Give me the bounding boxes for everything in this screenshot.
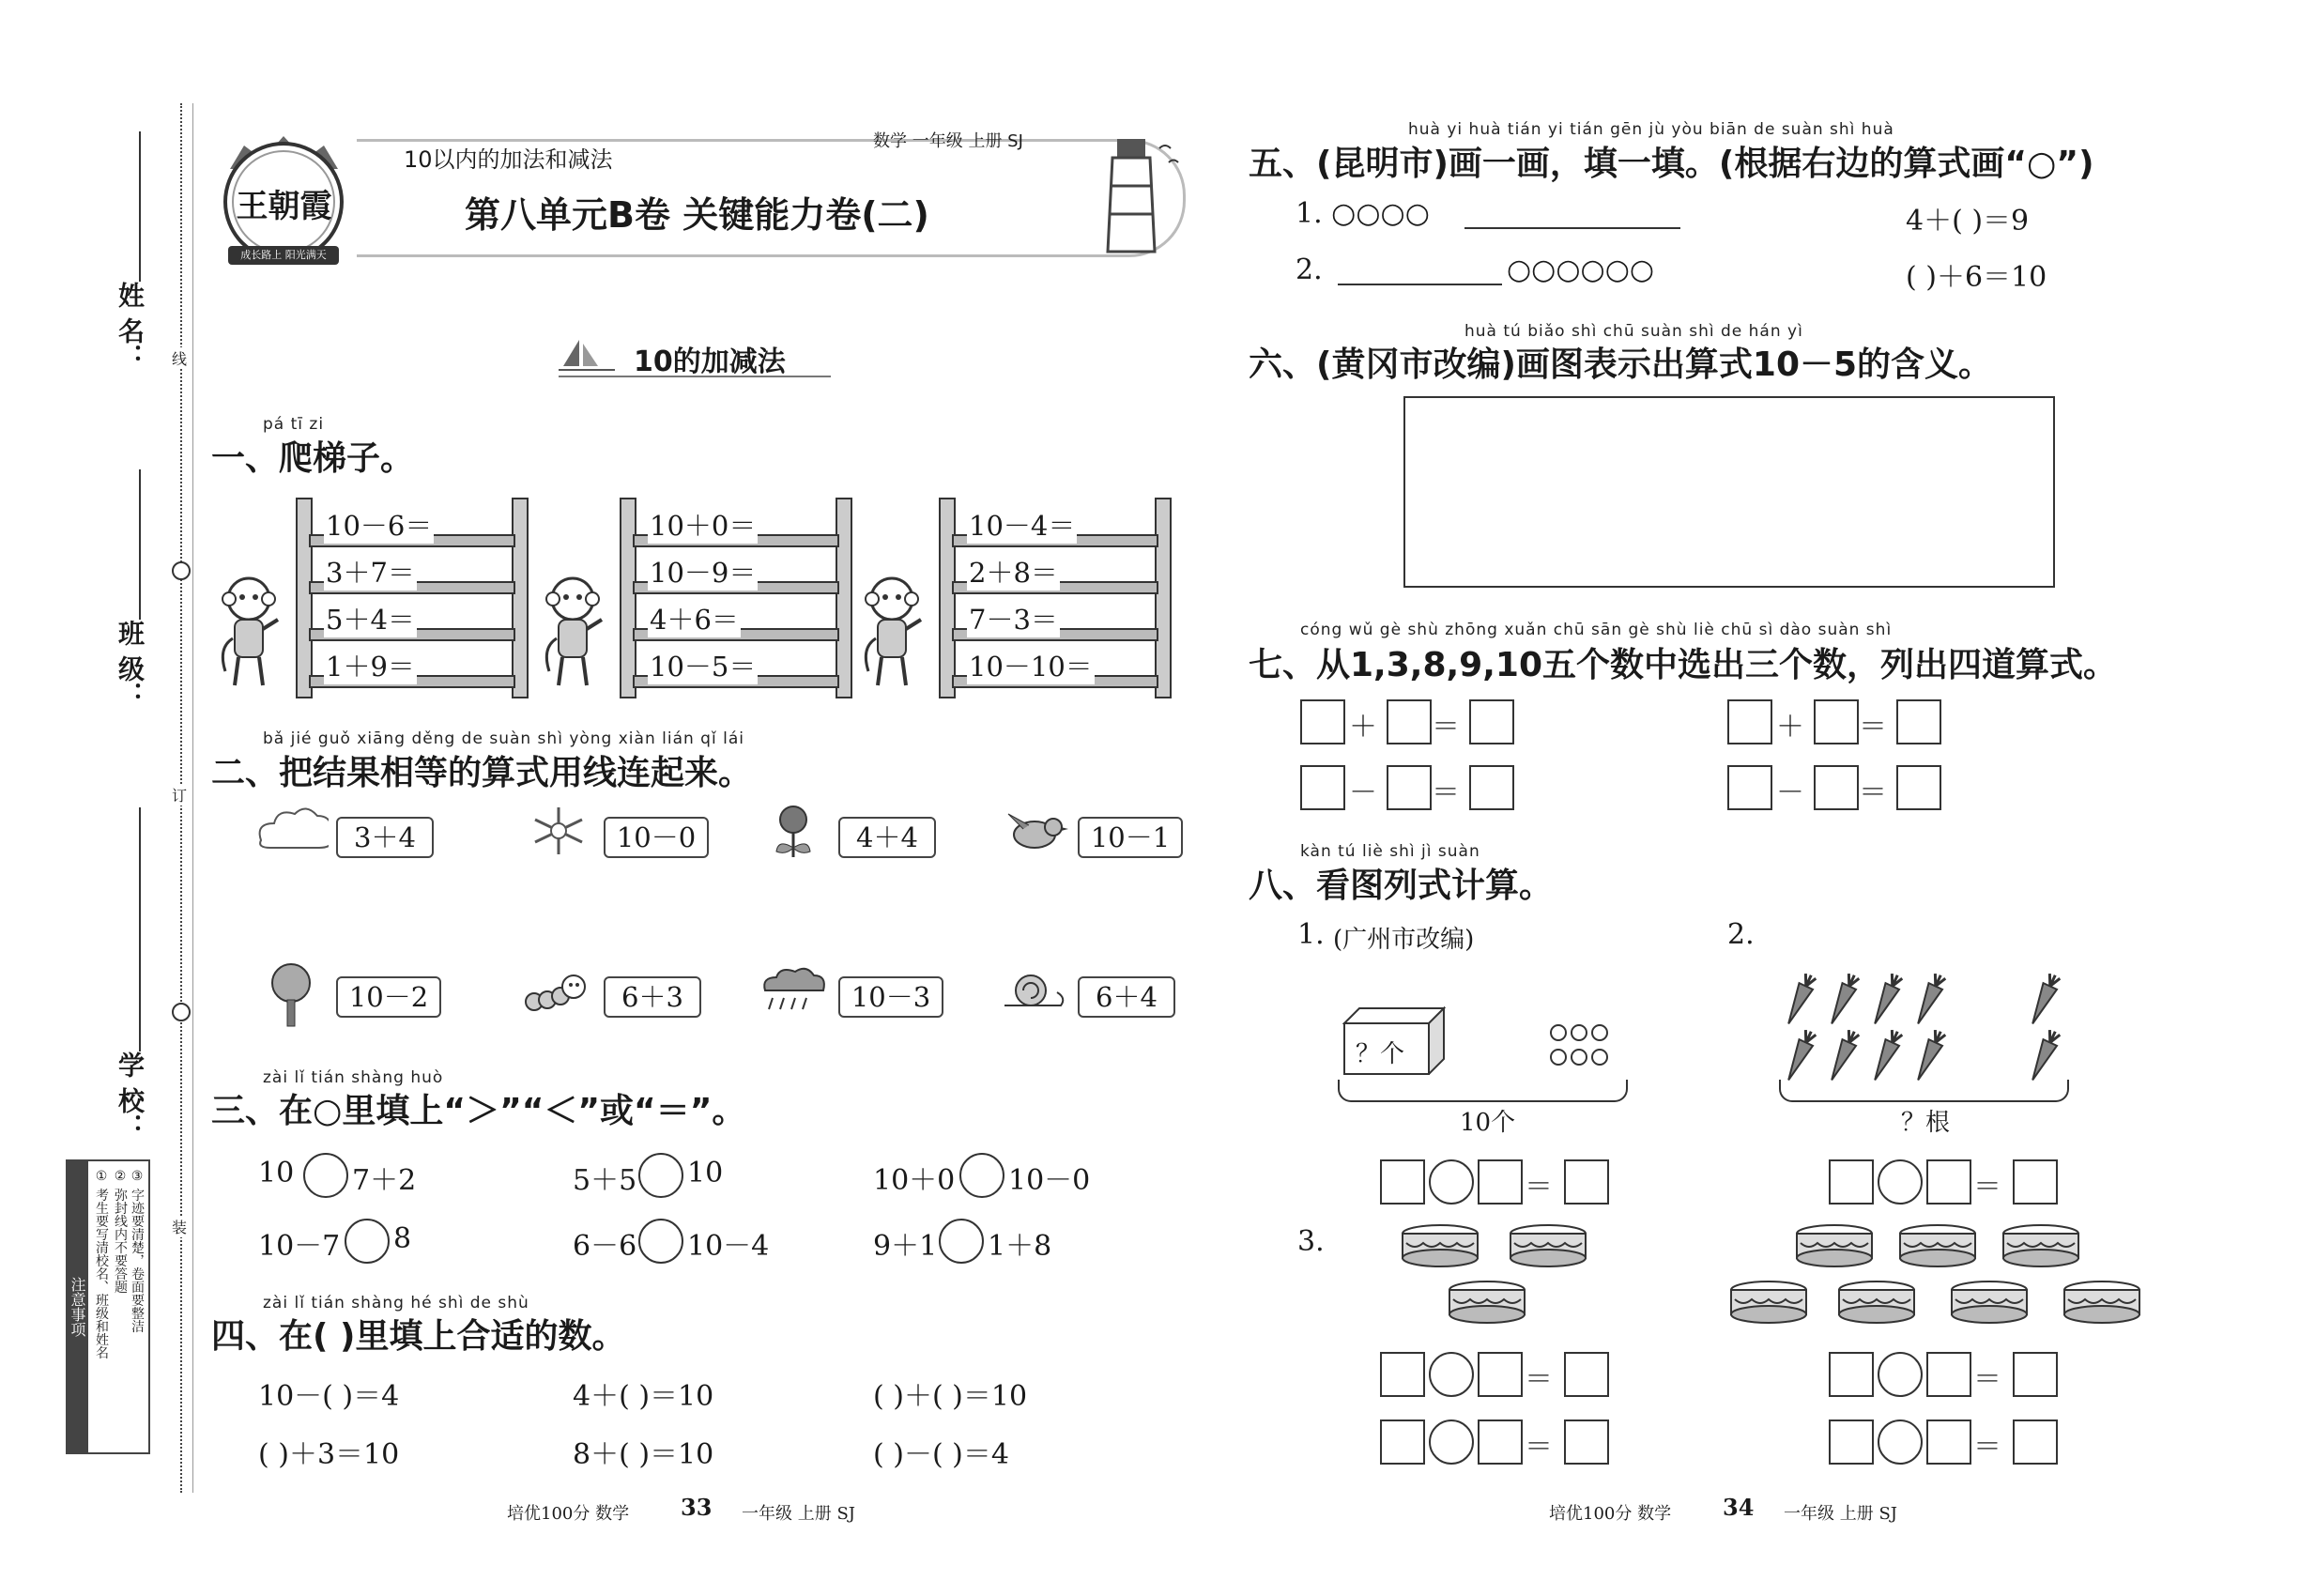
mark-line: 线 <box>172 347 187 369</box>
compare-left: 9＋1 <box>873 1230 938 1263</box>
cake-icon <box>2000 1222 2084 1269</box>
ladder-equation[interactable]: 10－9＝ <box>648 552 758 591</box>
q4-title: 四、在( )里填上合适的数。 <box>211 1317 626 1356</box>
snail-icon <box>995 962 1070 1028</box>
cake-icon <box>1793 1222 1878 1269</box>
answer-box[interactable] <box>1380 1420 1425 1465</box>
answer-box[interactable] <box>1564 1159 1609 1205</box>
q8-p1-total: 10个 <box>1460 1109 1516 1137</box>
tree-icon <box>253 962 329 1028</box>
notes-title: 注意事项 <box>68 1161 88 1452</box>
ladder-equation[interactable]: 10＋0＝ <box>648 505 758 544</box>
seal-line-inner <box>192 103 193 1493</box>
match-expression[interactable]: 4＋4 <box>838 817 936 858</box>
school-label: 学 校： <box>115 1051 146 1140</box>
answer-box[interactable] <box>1387 699 1432 744</box>
cake-icon <box>1507 1222 1591 1269</box>
cake-icon <box>1835 1279 1920 1326</box>
sailboat-icon <box>559 338 615 376</box>
q4-pinyin: zài lǐ tián shàng hé shì de shù <box>263 1294 529 1312</box>
name-field[interactable] <box>139 131 141 282</box>
q8-p2-total: ？根 <box>1901 1109 1951 1137</box>
answer-box[interactable] <box>2013 1420 2058 1465</box>
answer-box[interactable] <box>1469 699 1514 744</box>
carrot-icon <box>1779 972 1820 1028</box>
carrot-icon <box>2023 972 2064 1028</box>
q5-pinyin: huà yi huà tián yi tián gēn jù yòu biān de suàn shì huà <box>1408 120 1894 139</box>
operator: ＋ <box>1776 711 1804 744</box>
cake-icon <box>1446 1279 1530 1326</box>
answer-box[interactable] <box>1469 765 1514 810</box>
answer-box[interactable] <box>2013 1352 2058 1397</box>
operator-circle[interactable] <box>1878 1352 1923 1397</box>
note-2: ② 弥封线内不要答题 <box>113 1169 128 1294</box>
book-meta: 数学 一年级 上册 SJ <box>873 131 1023 151</box>
q8-pinyin: kàn tú liè shì jì suàn <box>1300 842 1480 861</box>
answer-box[interactable] <box>1564 1420 1609 1465</box>
equals-sign: ＝ <box>1525 1171 1553 1204</box>
equals-sign: ＝ <box>1525 1431 1553 1464</box>
answer-box[interactable] <box>1829 1159 1874 1205</box>
answer-box[interactable] <box>1727 699 1772 744</box>
equals-sign: ＝ <box>1973 1363 2001 1396</box>
ladder-equation[interactable]: 4＋6＝ <box>648 599 741 637</box>
answer-box[interactable] <box>1829 1352 1874 1397</box>
answer-box[interactable] <box>1814 699 1859 744</box>
ladder-equation[interactable]: 10－5＝ <box>648 646 758 684</box>
cloud-icon <box>253 803 329 868</box>
q8-p1-source: (广州市改编) <box>1333 926 1475 954</box>
answer-box[interactable] <box>1478 1420 1523 1465</box>
section-title: 10的加减法 <box>634 345 786 378</box>
match-expression[interactable]: 10－3 <box>838 976 943 1018</box>
brace-2 <box>1779 1080 2069 1102</box>
ladder-equation[interactable]: 3＋7＝ <box>324 552 417 591</box>
compare-circle[interactable] <box>638 1153 683 1198</box>
q4-item[interactable]: ( )＋3＝10 <box>258 1438 400 1471</box>
compare-left: 10＋0 <box>873 1164 956 1197</box>
q3-title: 三、在○里填上“＞”“＜”或“＝”。 <box>211 1092 746 1130</box>
q1-pinyin: pá tī zi <box>263 415 325 434</box>
match-expression[interactable]: 10－0 <box>604 817 709 858</box>
answer-box[interactable] <box>1564 1352 1609 1397</box>
ladder-equation[interactable]: 2＋8＝ <box>967 552 1060 591</box>
equals-sign: ＝ <box>1973 1171 2001 1204</box>
logo-text: 王朝霞 <box>236 188 332 225</box>
paper-title: 第八单元B卷 关键能力卷(二) <box>465 194 929 236</box>
ladder-equation[interactable]: 1＋9＝ <box>324 646 417 684</box>
q3-pinyin: zài lǐ tián shàng huò <box>263 1068 444 1087</box>
operator: ＋ <box>1349 711 1377 744</box>
compare-circle[interactable] <box>345 1219 390 1264</box>
equals-sign: ＝ <box>1859 776 1887 809</box>
carrot-icon <box>1909 1028 1950 1084</box>
compare-right: 10－4 <box>687 1230 770 1263</box>
ladder <box>859 493 1178 699</box>
snowflake-icon <box>521 803 596 868</box>
q2-pinyin: bǎ jié guǒ xiāng děng de suàn shì yòng xiàn lián qǐ lái <box>263 729 744 748</box>
cake-icon <box>1399 1222 1483 1269</box>
equals-sign: ＝ <box>1432 711 1460 744</box>
ladder-equation[interactable]: 5＋4＝ <box>324 599 417 637</box>
q5-row2-left: 2. <box>1296 253 1323 286</box>
carrot-icon <box>1779 1028 1820 1084</box>
footer-right-rest: 一年级 上册 SJ <box>1784 1504 1897 1524</box>
compare-right: 10 <box>687 1157 724 1189</box>
match-expression[interactable]: 10－1 <box>1078 817 1183 858</box>
operator-circle[interactable] <box>1878 1420 1923 1465</box>
q7-pinyin: cóng wǔ gè shù zhōng xuǎn chū sān gè shù liè chū sì dào suàn shì <box>1300 621 1893 639</box>
carrot-icon <box>1822 972 1863 1028</box>
match-expression[interactable]: 10－2 <box>336 976 441 1018</box>
compare-left: 10－7 <box>258 1230 341 1263</box>
flower-icon <box>756 803 831 868</box>
answer-box[interactable] <box>1478 1159 1523 1205</box>
carrot-icon <box>1909 972 1950 1028</box>
binding-hole <box>172 561 191 580</box>
operator-circle[interactable] <box>1429 1420 1474 1465</box>
compare-circle[interactable] <box>638 1219 683 1264</box>
ladder <box>216 493 535 699</box>
q6-title: 六、(黄冈市改编)画图表示出算式10－5的含义。 <box>1249 345 1993 384</box>
monkey-icon <box>540 573 606 695</box>
lighthouse-icon <box>1080 130 1183 261</box>
ladder-equation[interactable]: 7－3＝ <box>967 599 1060 637</box>
school-field[interactable] <box>139 807 141 1051</box>
note-1: ① 考生要写清校名、班级和姓名 <box>94 1169 109 1359</box>
q8-p3-label: 3. <box>1297 1225 1325 1258</box>
answer-box[interactable] <box>1300 699 1345 744</box>
answer-box[interactable] <box>1896 765 1941 810</box>
page-number: 34 <box>1723 1494 1755 1521</box>
ladder-equation[interactable]: 10－4＝ <box>967 505 1077 544</box>
q5-row1-right[interactable]: 4＋( )＝9 <box>1906 205 2030 238</box>
answer-box[interactable] <box>1829 1420 1874 1465</box>
q5-row1-left: 1. ○○○○ <box>1296 197 1430 230</box>
footer-left-rest: 一年级 上册 SJ <box>742 1504 855 1524</box>
circles-group-icon <box>1549 1023 1615 1070</box>
q1-title: 一、爬梯子。 <box>211 439 415 478</box>
cube-box-icon <box>1342 1005 1446 1075</box>
mark-zhuang: 装 <box>172 1216 187 1237</box>
operator: － <box>1776 776 1804 809</box>
equals-sign: ＝ <box>1432 776 1460 809</box>
q6-drawing-area[interactable] <box>1403 396 2055 588</box>
answer-box[interactable] <box>1478 1352 1523 1397</box>
class-label: 班 级： <box>115 620 146 708</box>
binding-hole <box>172 1003 191 1021</box>
q5-row2-right[interactable]: ( )＋6＝10 <box>1906 261 2047 294</box>
ladder-rail <box>296 498 313 698</box>
answer-box[interactable] <box>1896 699 1941 744</box>
page-number: 33 <box>681 1494 713 1521</box>
ladder-equation[interactable]: 10－6＝ <box>324 505 434 544</box>
footer-right-text: 培优100分 数学 <box>1549 1504 1672 1524</box>
q2-title: 二、把结果相等的算式用线连起来。 <box>211 754 753 792</box>
logo-subtext: 成长路上 阳光满天 <box>240 249 327 261</box>
name-label: 姓 名： <box>115 282 146 370</box>
compare-circle[interactable] <box>959 1153 1004 1198</box>
q4-item[interactable]: 4＋( )＝10 <box>573 1380 714 1413</box>
q8-p1-box-label: ？个 <box>1356 1040 1405 1068</box>
compare-right: 10－0 <box>1008 1164 1091 1197</box>
compare-left: 6－6 <box>573 1230 637 1263</box>
answer-box[interactable] <box>1814 765 1859 810</box>
q6-pinyin: huà tú biǎo shì chū suàn shì de hán yì <box>1464 322 1803 341</box>
compare-right: 8 <box>393 1222 412 1255</box>
q4-item[interactable]: 8＋( )＝10 <box>573 1438 714 1471</box>
compare-circle[interactable] <box>303 1153 348 1198</box>
logo-badge <box>211 122 357 272</box>
answer-box[interactable] <box>1926 1159 1971 1205</box>
operator: － <box>1349 776 1377 809</box>
rain-cloud-icon <box>756 962 831 1028</box>
brace-1 <box>1338 1080 1628 1102</box>
compare-circle[interactable] <box>939 1219 984 1264</box>
operator-circle[interactable] <box>1429 1159 1474 1205</box>
note-3: ③ 字迹要清楚，卷面要整洁 <box>130 1169 145 1333</box>
q5-title: 五、(昆明市)画一画，填一填。(根据右边的算式画“○”) <box>1249 145 2094 183</box>
q5-row2-circles: ○○○○○○ <box>1507 253 1655 286</box>
section-banner <box>559 338 831 376</box>
operator-circle[interactable] <box>1429 1352 1474 1397</box>
cake-icon <box>1948 1279 2032 1326</box>
cake-icon <box>1896 1222 1981 1269</box>
ladder-rail <box>939 498 956 698</box>
section-underline <box>559 376 831 377</box>
q4-item[interactable]: 10－( )＝4 <box>258 1380 400 1413</box>
answer-box[interactable] <box>1380 1159 1425 1205</box>
q8-p2-label: 2. <box>1727 918 1755 951</box>
ladder-rail <box>620 498 636 698</box>
ladder-rail <box>1155 498 1172 698</box>
monkey-icon <box>216 573 282 695</box>
carrot-icon <box>1865 972 1907 1028</box>
q7-title: 七、从1,3,8,9,10五个数中选出三个数，列出四道算式。 <box>1249 646 2117 684</box>
carrot-icon <box>2023 1028 2064 1084</box>
answer-box[interactable] <box>1727 765 1772 810</box>
cake-icon <box>1727 1279 1812 1326</box>
ladder-rail <box>836 498 852 698</box>
unit-topic: 10以内的加法和减法 <box>404 146 613 173</box>
mark-ding: 订 <box>172 784 187 806</box>
caterpillar-icon <box>521 962 596 1028</box>
carrot-icon <box>1822 1028 1863 1084</box>
carrot-icon <box>1865 1028 1907 1084</box>
match-expression[interactable]: 6＋4 <box>1078 976 1175 1018</box>
q8-p1-label: 1. <box>1297 918 1325 951</box>
ladder-equation[interactable]: 10－10＝ <box>967 646 1095 684</box>
match-expression[interactable]: 6＋3 <box>604 976 701 1018</box>
bird-icon <box>995 803 1070 868</box>
answer-box[interactable] <box>1926 1420 1971 1465</box>
monkey-icon <box>859 573 925 695</box>
q8-title: 八、看图列式计算。 <box>1249 867 1554 905</box>
compare-right: 1＋8 <box>988 1230 1052 1263</box>
q4-item[interactable]: ( )＋( )＝10 <box>873 1380 1028 1413</box>
operator-circle[interactable] <box>1878 1159 1923 1205</box>
answer-box[interactable] <box>1300 765 1345 810</box>
equals-sign: ＝ <box>1859 711 1887 744</box>
answer-box[interactable] <box>1387 765 1432 810</box>
answer-box[interactable] <box>1380 1352 1425 1397</box>
cake-icon <box>2061 1279 2145 1326</box>
answer-box[interactable] <box>2013 1159 2058 1205</box>
q4-item[interactable]: ( )－( )＝4 <box>873 1438 1009 1471</box>
ladder <box>540 493 859 699</box>
equals-sign: ＝ <box>1525 1363 1553 1396</box>
compare-right: 7＋2 <box>352 1164 417 1197</box>
q5-row2-line[interactable] <box>1338 284 1502 285</box>
notes-box <box>66 1159 150 1454</box>
match-expression[interactable]: 3＋4 <box>336 817 434 858</box>
equals-sign: ＝ <box>1973 1431 2001 1464</box>
compare-left: 5＋5 <box>573 1164 637 1197</box>
footer-left-text: 培优100分 数学 <box>507 1504 630 1524</box>
q5-row1-line[interactable] <box>1464 227 1680 229</box>
answer-box[interactable] <box>1926 1352 1971 1397</box>
class-field[interactable] <box>139 469 141 620</box>
compare-left: 10 <box>258 1157 295 1189</box>
ladder-rail <box>512 498 529 698</box>
